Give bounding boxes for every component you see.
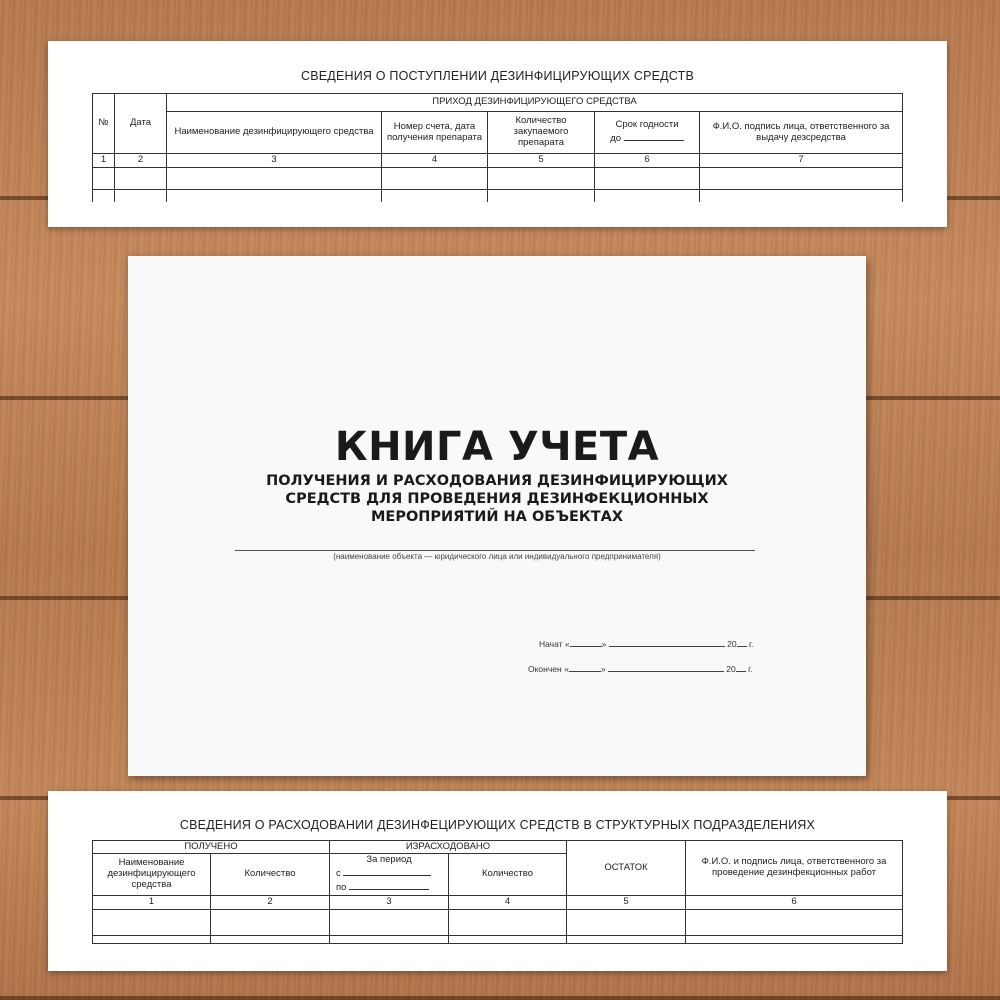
period-to-label: по bbox=[336, 881, 347, 893]
column-number: 6 bbox=[595, 154, 700, 168]
quote-open: « bbox=[564, 664, 569, 674]
column-number: 6 bbox=[686, 896, 903, 910]
header-spent-quantity: Количество bbox=[449, 854, 567, 896]
header-disinfectant-name: Наименование дезинфицирующего средства bbox=[167, 112, 382, 154]
header-expiry-until bbox=[597, 131, 697, 145]
quote-close: » bbox=[600, 664, 606, 674]
year-prefix: 20 bbox=[727, 639, 737, 649]
period-from bbox=[332, 866, 446, 880]
header-responsible: Ф.И.О. и подпись лица, ответственного за проведение дезинфекционных работ bbox=[686, 841, 903, 896]
header-date: Дата bbox=[115, 94, 167, 154]
month-blank bbox=[609, 638, 725, 647]
column-number: 1 bbox=[93, 896, 211, 910]
receipts-table-title: СВЕДЕНИЯ О ПОСТУПЛЕНИИ ДЕЗИНФИЦИРУЮЩИХ СРЕДСТВ bbox=[300, 69, 694, 83]
started-label: Начат bbox=[539, 639, 563, 649]
header-spent-group: ИЗРАСХОДОВАНО bbox=[330, 841, 567, 854]
period-from-label: с bbox=[336, 868, 341, 880]
column-number: 3 bbox=[167, 154, 382, 168]
finished-label: Окончен bbox=[528, 664, 562, 674]
header-received-group: ПОЛУЧЕНО bbox=[93, 841, 330, 854]
year-blank bbox=[737, 638, 747, 647]
period-to-blank bbox=[349, 880, 429, 890]
column-number: 3 bbox=[330, 896, 449, 910]
year-suffix: г. bbox=[748, 639, 754, 649]
day-blank bbox=[570, 638, 602, 647]
usage-table bbox=[92, 840, 903, 944]
year-blank bbox=[736, 663, 746, 672]
book-cover bbox=[128, 256, 866, 776]
cover-title: КНИГА УЧЕТА bbox=[334, 424, 660, 470]
header-disinfectant-name: Наименование дезинфицирующего средства bbox=[93, 854, 211, 896]
header-responsible: Ф.И.О. подпись лица, ответственного за выдачу дезсредства bbox=[700, 112, 903, 154]
year-prefix: 20 bbox=[726, 664, 736, 674]
period-from-blank bbox=[343, 866, 431, 876]
table-row bbox=[93, 910, 903, 936]
day-blank bbox=[569, 663, 601, 672]
header-remainder: ОСТАТОК bbox=[567, 841, 686, 896]
column-number: 5 bbox=[567, 896, 686, 910]
receipts-table bbox=[92, 93, 903, 202]
table-row bbox=[93, 936, 903, 944]
header-receipt-group: ПРИХОД ДЕЗИНФИЦИРУЮЩЕГО СРЕДСТВА bbox=[167, 94, 903, 112]
header-received-quantity: Количество bbox=[211, 854, 330, 896]
header-expiry-label: Срок годности bbox=[615, 119, 679, 131]
usage-table-title: СВЕДЕНИЯ О РАСХОДОВАНИИ ДЕЗИНФЕЦИРУЮЩИХ СРЕДСТВ В СТРУКТУРНЫХ ПОДРАЗДЕЛЕНИЯХ bbox=[179, 818, 816, 832]
year-suffix: г. bbox=[748, 664, 753, 674]
object-name-caption: (наименование объекта — юридического лица или индивидуального предпринимателя) bbox=[333, 552, 661, 561]
table-row bbox=[93, 168, 903, 190]
period-label: За период bbox=[366, 854, 412, 866]
table-row bbox=[93, 190, 903, 202]
usage-table-strip bbox=[48, 791, 947, 971]
quote-open: « bbox=[564, 639, 570, 649]
expiry-until-label: до bbox=[610, 133, 622, 144]
column-number: 7 bbox=[700, 154, 903, 168]
period-to bbox=[332, 880, 446, 894]
expiry-blank bbox=[624, 131, 684, 141]
quote-close: » bbox=[601, 639, 607, 649]
column-number: 4 bbox=[382, 154, 488, 168]
column-number: 2 bbox=[115, 154, 167, 168]
receipts-table-strip bbox=[48, 41, 947, 227]
column-number: 2 bbox=[211, 896, 330, 910]
header-quantity: Количество закупаемого препарата bbox=[488, 112, 595, 154]
month-blank bbox=[608, 663, 724, 672]
header-no: № bbox=[93, 94, 115, 154]
column-number: 5 bbox=[488, 154, 595, 168]
column-number: 4 bbox=[449, 896, 567, 910]
started-date-row bbox=[539, 638, 753, 649]
header-expiry bbox=[595, 112, 700, 154]
object-name-line bbox=[235, 550, 755, 551]
header-invoice: Номер счета, дата получения препарата bbox=[382, 112, 488, 154]
column-number: 1 bbox=[93, 154, 115, 168]
header-period bbox=[330, 854, 449, 896]
finished-date-row bbox=[528, 663, 753, 674]
cover-subtitle: ПОЛУЧЕНИЯ И РАСХОДОВАНИЯ ДЕЗИНФИЦИРУЮЩИХ СРЕДСТВ ДЛЯ ПРОВЕДЕНИЯ ДЕЗИНФЕКЦИОННЫХ МЕРОПРИЯТИЙ НА ОБЪЕКТАХ bbox=[266, 473, 728, 525]
